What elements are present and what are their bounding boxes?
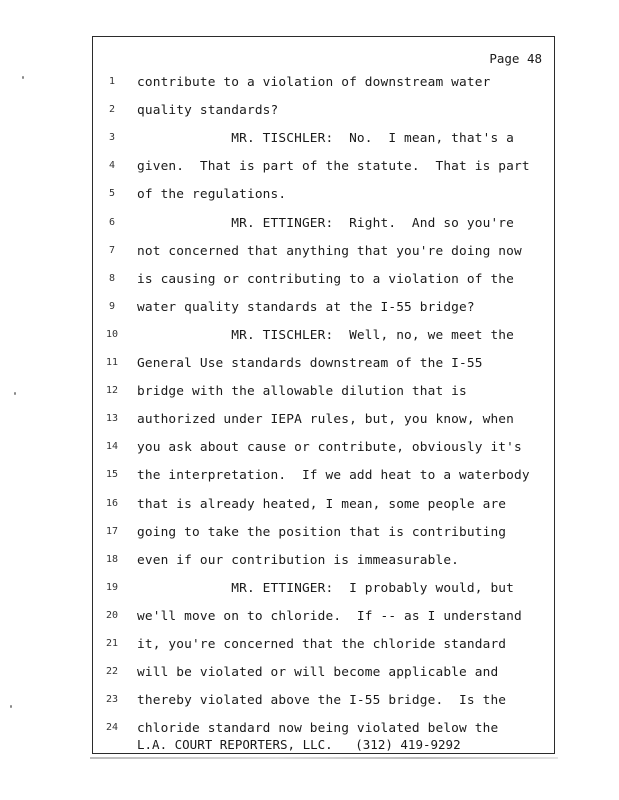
line-text: the interpretation. If we add heat to a waterbody — [137, 468, 530, 484]
line-text: General Use standards downstream of the I-55 — [137, 356, 483, 371]
line-text: even if our contribution is immeasurable. — [137, 552, 460, 568]
line-text: MR. TISCHLER: No. I mean, that's a — [137, 131, 515, 147]
line-number: 9 — [108, 300, 116, 312]
line-number: 19 — [105, 581, 119, 593]
line-text: quality standards? — [137, 103, 279, 119]
line-number: 14 — [105, 441, 119, 453]
line-text: we'll move on to chloride. If -- as I understand — [137, 608, 522, 624]
line-text: of the regulations. — [137, 187, 287, 203]
line-number: 7 — [108, 244, 116, 256]
line-text: MR. ETTINGER: Right. And so you're — [137, 215, 515, 231]
line-number: 1 — [108, 76, 116, 87]
line-text: bridge with the allowable dilution that is — [137, 384, 467, 400]
line-number: 8 — [108, 272, 116, 284]
line-text: chloride standard now being violated below the — [137, 721, 499, 737]
line-text: authorized under IEPA rules, but, you know, when — [137, 412, 515, 428]
line-text: that is already heated, I mean, some people are — [137, 496, 507, 512]
line-number: 4 — [108, 160, 116, 172]
line-text: is causing or contributing to a violation of the — [137, 271, 515, 287]
line-text: not concerned that anything that you're doing now — [137, 243, 522, 259]
court-reporter-footer: L.A. COURT REPORTERS, LLC. (312) 419-9292 — [137, 737, 461, 752]
line-number: 3 — [108, 132, 116, 144]
line-number: 18 — [105, 553, 119, 565]
page-number: Page 48 — [489, 51, 542, 66]
transcript-page — [92, 36, 555, 754]
scan-edge-shadow — [90, 757, 558, 759]
line-text: will be violated or will become applicable and — [137, 665, 499, 681]
line-number: 10 — [105, 328, 119, 340]
line-text: thereby violated above the I-55 bridge. Is the — [137, 693, 507, 709]
line-number: 2 — [108, 104, 116, 116]
scan-speck — [10, 705, 12, 708]
line-number: 5 — [108, 188, 116, 200]
line-number: 11 — [105, 357, 119, 368]
line-text: MR. TISCHLER: Well, no, we meet the — [137, 327, 515, 343]
line-text: MR. ETTINGER: I probably would, but — [137, 580, 515, 596]
line-number: 16 — [105, 497, 119, 509]
line-number: 17 — [105, 525, 119, 537]
line-text: you ask about cause or contribute, obviously it's — [137, 440, 522, 456]
line-number: 23 — [105, 694, 119, 706]
line-number: 20 — [105, 609, 119, 621]
line-text: going to take the position that is contributing — [137, 524, 507, 540]
line-text: given. That is part of the statute. That is part — [137, 159, 530, 175]
line-number: 15 — [105, 469, 119, 481]
scan-speck — [22, 76, 24, 79]
line-number: 13 — [105, 413, 119, 425]
line-number: 22 — [105, 666, 119, 678]
line-number: 21 — [105, 638, 119, 649]
line-number: 24 — [105, 722, 119, 734]
line-text: contribute to a violation of downstream water — [137, 75, 491, 90]
line-text: it, you're concerned that the chloride standard — [137, 637, 507, 652]
line-number: 12 — [105, 385, 119, 397]
line-text: water quality standards at the I-55 bridge? — [137, 299, 475, 315]
line-number: 6 — [108, 216, 116, 228]
scan-speck — [14, 392, 16, 395]
